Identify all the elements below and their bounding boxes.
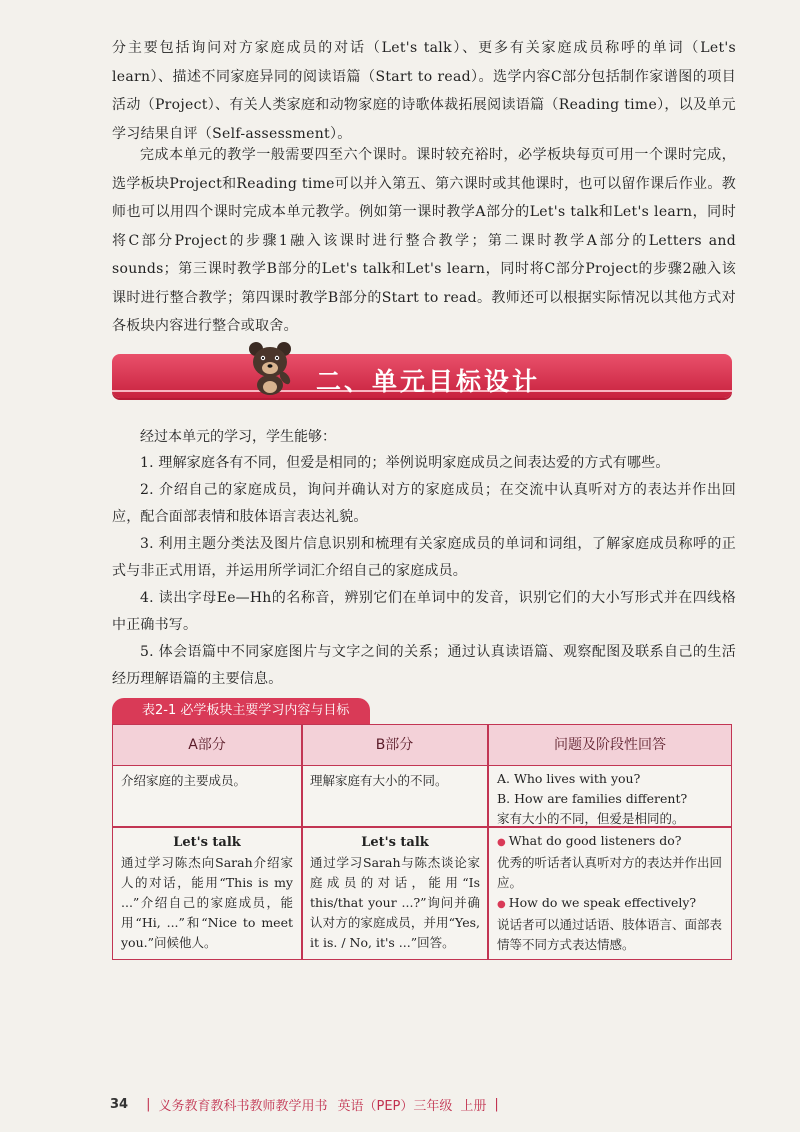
answer-text: 说话者可以通过话语、肢体语言、面部表情等不同方式表达情感。 — [497, 917, 723, 952]
table-cell-r2-c — [497, 831, 725, 955]
intro-paragraph-1: 分主要包括询问对方家庭成员的对话（Let's talk）、更多有关家庭成员称呼的单词（Let's learn）、描述不同家庭异同的阅读语篇（Start to read）。选学内容C部分包括制作家谱图的项目活动（Project）、有关人类家庭和动物家庭的诗歌体裁拓展阅读语篇（Reading time），以及单元学习结果自评（Self-assessment）。 — [112, 40, 736, 142]
subject-label: 英语（PEP）三年级 — [337, 1099, 453, 1114]
answer-text: 家有大小的不同，但爱是相同的。 — [497, 811, 685, 826]
question-b: B. How are families different? — [497, 791, 688, 806]
question-a: A. Who lives with you? — [497, 771, 641, 786]
section-title: 二、单元目标设计 — [316, 367, 541, 396]
volume-label: 上册 — [460, 1099, 487, 1114]
objectives-intro: 经过本单元的学习，学生能够： — [140, 429, 336, 445]
bullet-dot-icon: ● — [497, 837, 506, 848]
lets-talk-description: 通过学习Sarah与陈杰谈论家庭成员的对话，能用“Is this/that your ...?”询问并确认对方的家庭成员，并用“Yes, it is. / No, it's ...”回答。 — [310, 855, 480, 950]
table-cell-r1-c — [497, 769, 725, 829]
bear-icon — [240, 335, 300, 395]
objective-item-2: 2. 介绍自己的家庭成员，询问并确认对方的家庭成员；在交流中认真听对方的表达并作出回应，配合面部表情和肢体语言表达礼貌。 — [112, 482, 736, 525]
question-bullet — [497, 893, 725, 915]
footer-divider: | — [146, 1097, 151, 1112]
content-table — [112, 724, 732, 960]
intro-paragraph-2: 完成本单元的教学一般需要四至六个课时。课时较充裕时，必学板块每页可用一个课时完成，选学板块Project和Reading time可以并入第五、第六课时或其他课时，也可以留作课后作业。教师也可以用四个课时完成本单元教学。例如第一课时教学A部分的Let's talk和Let's learn，同时将C部分Project的步骤1融入该课时进行整合教学；第二课时教学A部分的Letters and sounds；第三课时教学B部分的Let's talk和Let's learn，同时将C部分Project的步骤2融入该课时进行整合教学；第四课时教学B部分的Start to read。教师还可以根据实际情况以其他方式对各板块内容进行整合或取舍。 — [112, 147, 736, 334]
table-cell-r2-a — [121, 833, 293, 953]
page-footer — [110, 1095, 507, 1114]
lets-talk-description: 通过学习陈杰向Sarah介绍家人的对话，能用“This is my ...”介绍自己的家庭成员，能用“Hi, ...”和“Nice to meet you.”问候他人。 — [121, 855, 293, 950]
answer-text: 优秀的听话者认真听对方的表达并作出回应。 — [497, 855, 723, 890]
objective-item-4: 4. 读出字母Ee—Hh的名称音，辨别它们在单词中的发音，识别它们的大小写形式并在四线格中正确书写。 — [112, 590, 736, 633]
objective-item-3: 3. 利用主题分类法及图片信息识别和梳理有关家庭成员的单词和词组，了解家庭成员称呼的正式与非正式用语，并运用所学词汇介绍自己的家庭成员。 — [112, 536, 736, 579]
table-caption: 表2-1 必学板块主要学习内容与目标 — [112, 698, 370, 724]
bullet-dot-icon: ● — [497, 899, 506, 910]
question-text: What do good listeners do? — [508, 833, 682, 848]
table-cell-r1-a: 介绍家庭的主要成员。 — [121, 773, 247, 788]
table-header-b: B部分 — [375, 737, 414, 753]
page-number: 34 — [110, 1097, 129, 1112]
question-text: How do we speak effectively? — [508, 895, 697, 910]
objective-item-5: 5. 体会语篇中不同家庭图片与文字之间的关系；通过认真读语篇、观察配图及联系自己的生活经历理解语篇的主要信息。 — [112, 644, 736, 687]
table-header-questions: 问题及阶段性回答 — [554, 737, 666, 753]
question-bullet — [497, 831, 725, 853]
footer-divider: | — [494, 1097, 499, 1112]
book-title: 义务教育教科书教师教学用书 — [158, 1099, 328, 1114]
table-cell-r2-b — [310, 833, 480, 953]
lets-talk-title: Let's talk — [361, 835, 429, 850]
table-cell-r1-b: 理解家庭有大小的不同。 — [310, 773, 448, 788]
lets-talk-title: Let's talk — [173, 835, 241, 850]
objective-item-1: 1. 理解家庭各有不同，但爱是相同的；举例说明家庭成员之间表达爱的方式有哪些。 — [140, 455, 670, 471]
table-header-a: A部分 — [188, 737, 226, 753]
